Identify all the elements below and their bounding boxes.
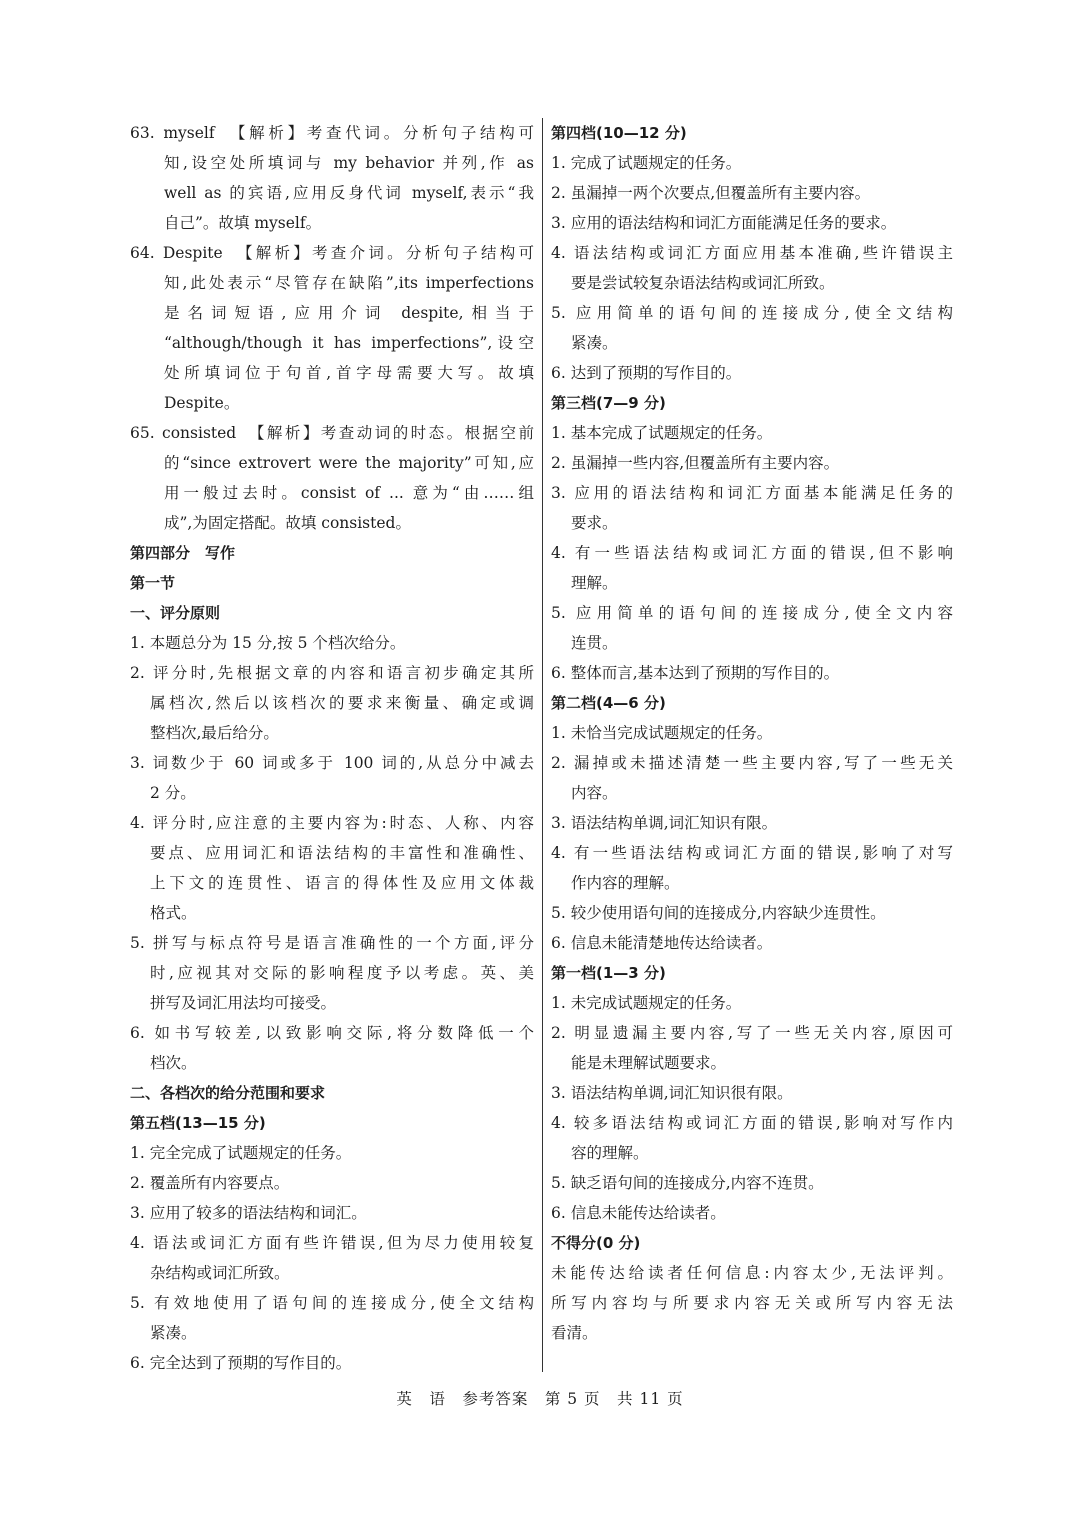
text-line: 5. 有效地使用了语句间的连接成分,使全文结构	[130, 1294, 534, 1312]
text-line: 5. 拼写与标点符号是语言准确性的一个方面,评分	[130, 934, 534, 952]
text-line: 6. 达到了预期的写作目的。	[551, 364, 742, 382]
text-line: 整档次,最后给分。	[150, 724, 279, 742]
section-heading: 不得分(0 分)	[551, 1234, 641, 1252]
text-line: 4. 语法结构或词汇方面应用基本准确,些许错误主	[551, 244, 953, 262]
text-line: 要是尝试较复杂语法结构或词汇所致。	[571, 274, 835, 292]
text-line: 3. 语法结构单调,词汇知识有限。	[551, 814, 778, 832]
text-line: 3. 应用的语法结构和词汇方面能满足任务的要求。	[551, 214, 897, 232]
text-line: 6. 如书写较差,以致影响交际,将分数降低一个	[130, 1024, 534, 1042]
text-line: 5. 应用简单的语句间的连接成分,使全文内容	[551, 604, 953, 622]
section-heading: 第二档(4—6 分)	[551, 694, 666, 712]
text-line: 连贯。	[571, 634, 618, 652]
section-heading: 第四档(10—12 分)	[551, 124, 687, 142]
text-line: 知,设空处所填词与 my behavior 并列,作 as	[164, 154, 534, 172]
text-line: 要点、应用词汇和语法结构的丰富性和准确性、	[150, 844, 534, 862]
text-line: 3. 语法结构单调,词汇知识很有限。	[551, 1084, 793, 1102]
text-line: 3. 应用了较多的语法结构和词汇。	[130, 1204, 367, 1222]
text-line: 5. 应用简单的语句间的连接成分,使全文结构	[551, 304, 953, 322]
column-divider	[542, 118, 543, 1372]
text-line: 处所填词位于句首,首字母需要大写。故填	[164, 364, 534, 382]
text-line: 未能传达给读者任何信息:内容太少,无法评判。	[551, 1264, 953, 1282]
text-line: 紧凑。	[150, 1324, 197, 1342]
text-line: 2. 评分时,先根据文章的内容和语言初步确定其所	[130, 664, 534, 682]
section-heading: 第一档(1—3 分)	[551, 964, 666, 982]
text-line: 属档次,然后以该档次的要求来衡量、确定或调	[150, 694, 534, 712]
text-line: 是名词短语,应用介词 despite,相当于	[164, 304, 534, 322]
text-line: 2. 漏掉或未描述清楚一些主要内容,写了一些无关	[551, 754, 953, 772]
text-line: 紧凑。	[571, 334, 618, 352]
page-footer: 英 语 参考答案 第 5 页 共 11 页	[396, 1390, 684, 1408]
text-line: 拼写及词汇用法均可接受。	[150, 994, 337, 1012]
text-line: 档次。	[150, 1054, 197, 1072]
text-line: 自己”。故填 myself。	[164, 214, 322, 232]
text-line: 杂结构或词汇所致。	[150, 1264, 290, 1282]
section-heading: 第五档(13—15 分)	[130, 1114, 266, 1132]
text-line: 上下文的连贯性、语言的得体性及应用文体裁	[150, 874, 534, 892]
text-line: 作内容的理解。	[571, 874, 680, 892]
text-line: 5. 缺乏语句间的连接成分,内容不连贯。	[551, 1174, 824, 1192]
text-line: 2. 覆盖所有内容要点。	[130, 1174, 290, 1192]
text-line: 内容。	[571, 784, 618, 802]
right-column	[551, 118, 953, 1348]
text-line: 用一般过去时。consist of ... 意为“由……组	[164, 484, 534, 502]
text-line: 2. 虽漏掉一两个次要点,但覆盖所有主要内容。	[551, 184, 871, 202]
text-line: 5. 较少使用语句间的连接成分,内容缺少连贯性。	[551, 904, 886, 922]
text-line: 成”,为固定搭配。故填 consisted。	[164, 514, 411, 532]
text-line: 1. 基本完成了试题规定的任务。	[551, 424, 773, 442]
text-line: 知,此处表示“尽管存在缺陷”,its imperfections	[164, 274, 534, 292]
text-line: 4. 语法或词汇方面有些许错误,但为尽力使用较复	[130, 1234, 534, 1252]
section-heading: 第三档(7—9 分)	[551, 394, 666, 412]
left-column	[130, 118, 534, 1378]
text-line: 能是未理解试题要求。	[571, 1054, 727, 1072]
text-line: 1. 未完成试题规定的任务。	[551, 994, 742, 1012]
text-line: 所写内容均与所要求内容无关或所写内容无法	[551, 1294, 953, 1312]
text-line: 容的理解。	[571, 1144, 649, 1162]
text-line: 3. 词数少于 60 词或多于 100 词的,从总分中减去	[130, 754, 534, 772]
text-line: 64. Despite 【解析】考查介词。分析句子结构可	[130, 244, 534, 262]
text-line: 4. 有一些语法结构或词汇方面的错误,但不影响	[551, 544, 953, 562]
text-line: 的“since extrovert were the majority”可知,应	[164, 454, 534, 472]
text-line: 要求。	[571, 514, 618, 532]
text-line: 6. 整体而言,基本达到了预期的写作目的。	[551, 664, 840, 682]
text-line: 4. 评分时,应注意的主要内容为:时态、人称、内容	[130, 814, 534, 832]
text-line: 63. myself 【解析】考查代词。分析句子结构可	[130, 124, 534, 142]
text-line: 4. 较多语法结构或词汇方面的错误,影响对写作内	[551, 1114, 953, 1132]
text-line: 1. 完全完成了试题规定的任务。	[130, 1144, 352, 1162]
section-heading: 第一节	[130, 574, 176, 592]
text-line: 6. 信息未能清楚地传达给读者。	[551, 934, 773, 952]
text-line: 格式。	[150, 904, 197, 922]
text-line: 看清。	[551, 1324, 598, 1342]
text-line: 3. 应用的语法结构和词汇方面基本能满足任务的	[551, 484, 953, 502]
text-line: well as 的宾语,应用反身代词 myself,表示“我	[164, 184, 534, 202]
text-line: Despite。	[164, 394, 240, 412]
text-line: 6. 信息未能传达给读者。	[551, 1204, 726, 1222]
text-line: 4. 有一些语法结构或词汇方面的错误,影响了对写	[551, 844, 953, 862]
text-line: 65. consisted 【解析】考查动词的时态。根据空前	[130, 424, 534, 442]
text-line: 2. 虽漏掉一些内容,但覆盖所有主要内容。	[551, 454, 840, 472]
text-line: 1. 完成了试题规定的任务。	[551, 154, 742, 172]
section-heading: 第四部分 写作	[130, 544, 236, 562]
text-line: “although/though it has imperfections”,设空	[164, 334, 534, 352]
text-line: 理解。	[571, 574, 618, 592]
text-line: 2. 明显遗漏主要内容,写了一些无关内容,原因可	[551, 1024, 953, 1042]
section-heading: 一、评分原则	[130, 604, 221, 622]
text-line: 1. 未恰当完成试题规定的任务。	[551, 724, 773, 742]
text-line: 2 分。	[150, 784, 196, 802]
text-line: 时,应视其对交际的影响程度予以考虑。英、美	[150, 964, 534, 982]
text-line: 1. 本题总分为 15 分,按 5 个档次给分。	[130, 634, 406, 652]
section-heading: 二、各档次的给分范围和要求	[130, 1084, 326, 1102]
text-line: 6. 完全达到了预期的写作目的。	[130, 1354, 352, 1372]
